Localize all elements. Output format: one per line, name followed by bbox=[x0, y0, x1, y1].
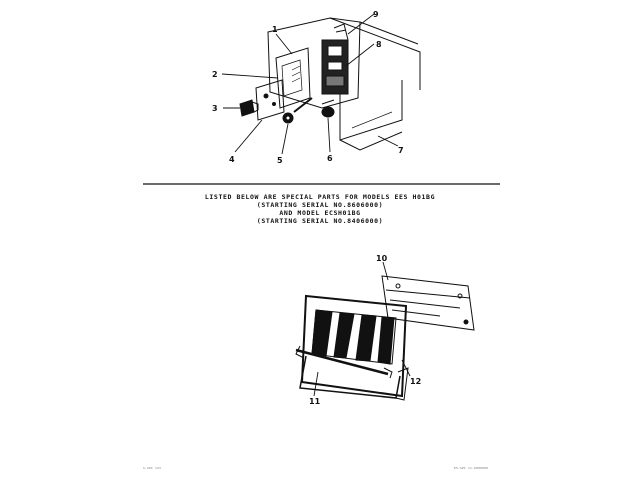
special-parts-note-line-3: AND MODEL ECSH01BG bbox=[279, 209, 361, 217]
bottom-assembly bbox=[296, 276, 474, 400]
leader-lines-top bbox=[222, 14, 398, 154]
callout-4: 4 bbox=[229, 155, 235, 164]
callout-1: 1 bbox=[272, 25, 278, 34]
callout-6: 6 bbox=[327, 154, 333, 163]
callout-12: 12 bbox=[410, 377, 422, 386]
special-parts-note-line-4: (STARTING SERIAL NO.8406000) bbox=[256, 217, 384, 225]
top-assembly bbox=[240, 18, 420, 150]
callout-2: 2 bbox=[212, 70, 218, 79]
callout-9: 9 bbox=[373, 10, 379, 19]
callout-5: 5 bbox=[277, 156, 283, 165]
callout-10: 10 bbox=[376, 254, 388, 263]
special-parts-note-line-1: LISTED BELOW ARE SPECIAL PARTS FOR MODELS EES H01BG bbox=[204, 193, 436, 201]
callout-11: 11 bbox=[309, 397, 321, 406]
callout-7: 7 bbox=[398, 146, 404, 155]
callout-8: 8 bbox=[376, 40, 382, 49]
special-parts-note-line-2: (STARTING SERIAL NO.8606000) bbox=[256, 201, 384, 209]
callout-3: 3 bbox=[212, 104, 218, 113]
footer-left-code: S-SPI 123 bbox=[143, 466, 162, 470]
footer-right-code: E5-SPI 11-0000000 bbox=[454, 466, 489, 470]
